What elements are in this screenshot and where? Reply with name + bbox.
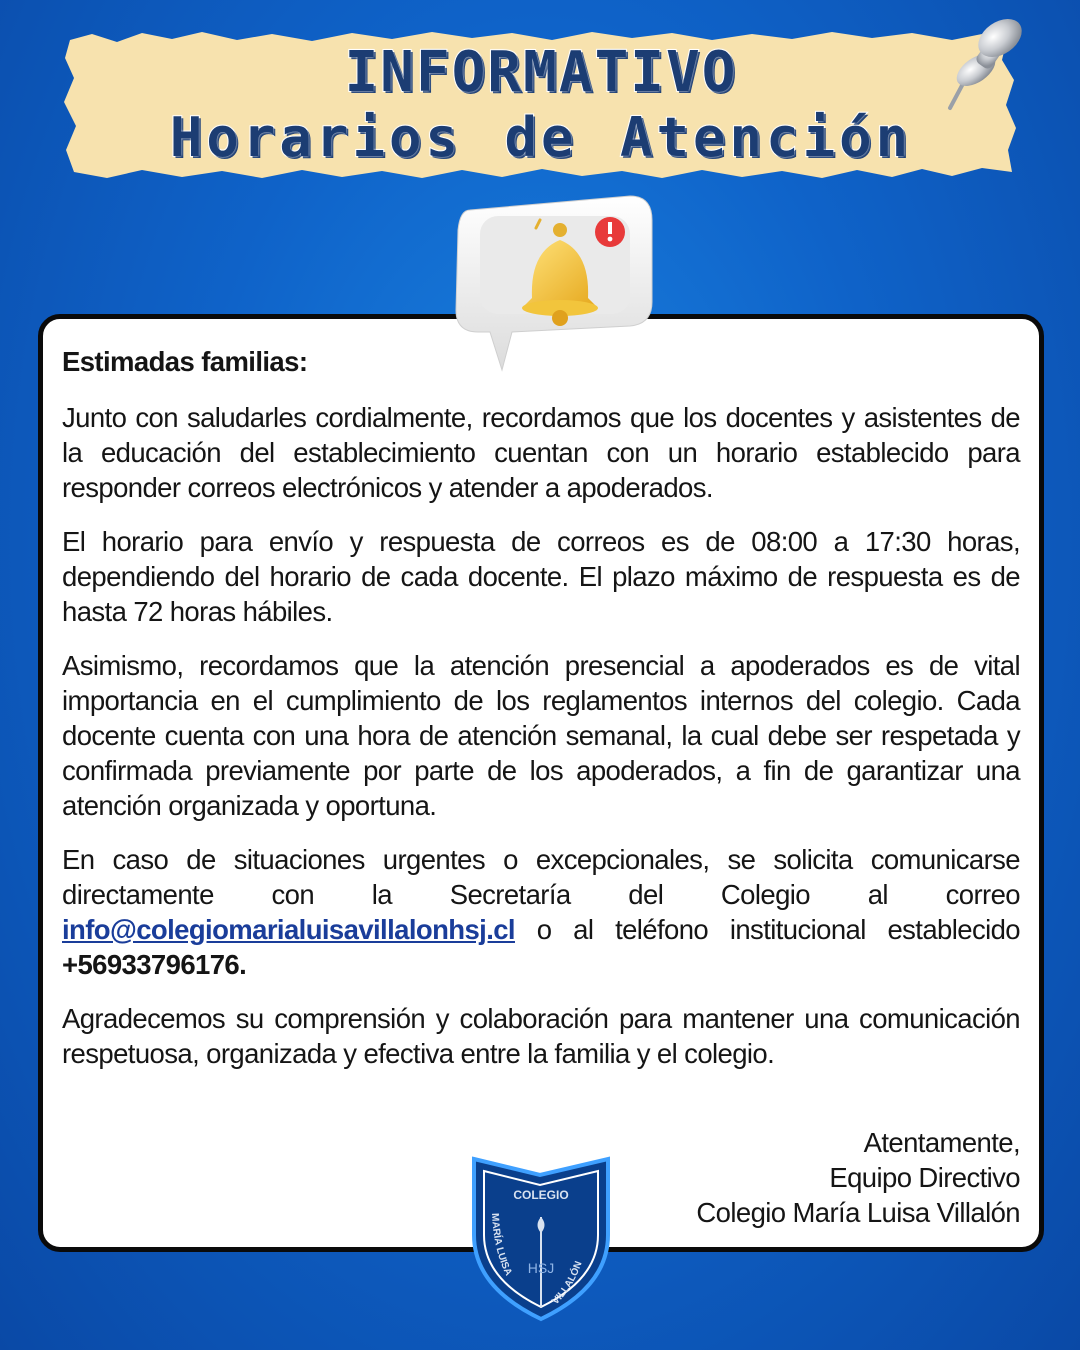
paragraph-urgent <box>62 842 1020 982</box>
push-pin-icon <box>928 8 1038 118</box>
paragraph-email-hours: El horario para envío y respuesta de correos es de 08:00 a 17:30 horas, dependiendo del horario de cada docente. El plazo máximo de respuesta es de hasta 72 horas hábiles. <box>62 526 1020 627</box>
logo-left-text: MARÍA LUISA <box>488 1212 514 1278</box>
letter-body <box>62 344 1020 1090</box>
banner-title: INFORMATIVO <box>344 40 738 105</box>
logo-right-text: VILLALÓN <box>550 1259 585 1308</box>
paragraph-in-person: Asimismo, recordamos que la atención presencial a apoderados es de vital importancia en el cumplimiento de los reglamentos internos del colegio. Cada docente cuenta con una hora de atención semanal, la cual debe ser respetada y confirmada previamente por parte de los apoderados, a fin de garantizar una atención organizada y oportuna. <box>62 650 1020 821</box>
logo-center-text: HSJ <box>527 1260 555 1276</box>
urgent-text-2: o al teléfono institucional establecido <box>536 914 1020 945</box>
logo-top-text: COLEGIO <box>513 1188 569 1202</box>
signature-block <box>620 1125 1020 1230</box>
greeting: Estimadas familias: <box>62 346 308 377</box>
signature-school: Colegio María Luisa Villalón <box>696 1197 1020 1228</box>
school-shield-logo <box>470 1155 612 1323</box>
paragraph-intro: Junto con saludarles cordialmente, recordamos que los docentes y asistentes de la educación del establecimiento cuentan con un horario establecido para responder correos electrónicos y atender a apoderados. <box>62 402 1020 503</box>
banner-subtitle: Horarios de Atención <box>169 106 913 169</box>
signature-closing: Atentamente, <box>863 1127 1020 1158</box>
urgent-text: En caso de situaciones urgentes o excepcionales, se solicita comunicarse directamente con la Secretaría del Colegio al correo <box>62 844 1020 910</box>
paragraph-thanks: Agradecemos su comprensión y colaboración para mantener una comunicación respetuosa, organizada y efectiva entre la familia y el colegio. <box>62 1003 1020 1069</box>
signature-team: Equipo Directivo <box>829 1162 1020 1193</box>
header-banner <box>62 30 1020 180</box>
email-link[interactable]: info@colegiomarialuisavillalonhsj.cl <box>62 914 515 945</box>
phone-number: +56933796176. <box>62 949 247 980</box>
